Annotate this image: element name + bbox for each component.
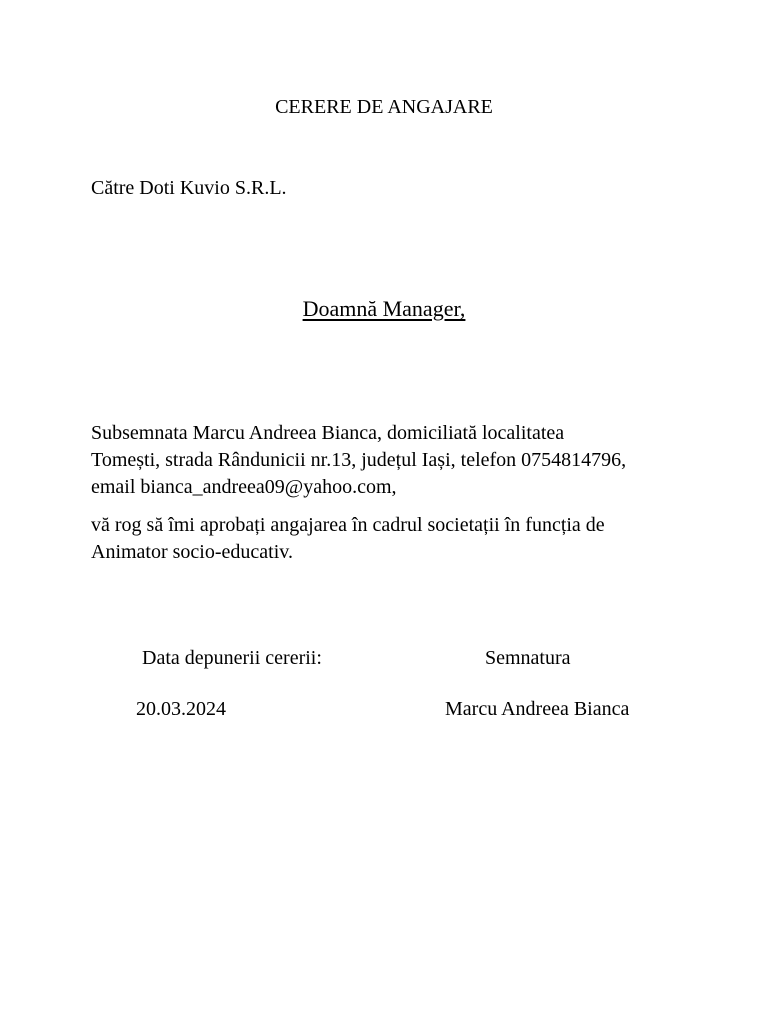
body-line-2: Tomești, strada Rândunicii nr.13, județul Iași, telefon 0754814796, [91,449,627,471]
date-value: 20.03.2024 [136,698,226,720]
body-line-3: email bianca_andreea09@yahoo.com, [91,476,397,498]
document-title: CERERE DE ANGAJARE [275,96,493,118]
body-line-5: Animator socio-educativ. [91,541,293,563]
salutation: Doamnă Manager, [302,296,466,321]
body-line-1: Subsemnata Marcu Andreea Bianca, domiciliată localitatea [91,422,565,444]
body-line-4: vă rog să îmi aprobați angajarea în cadrul societații în funcția de [91,514,605,536]
date-label: Data depunerii cererii: [142,647,322,669]
signature-label: Semnatura [485,647,571,669]
recipient-line: Către Doti Kuvio S.R.L. [91,177,287,199]
signature-value: Marcu Andreea Bianca [445,698,630,720]
